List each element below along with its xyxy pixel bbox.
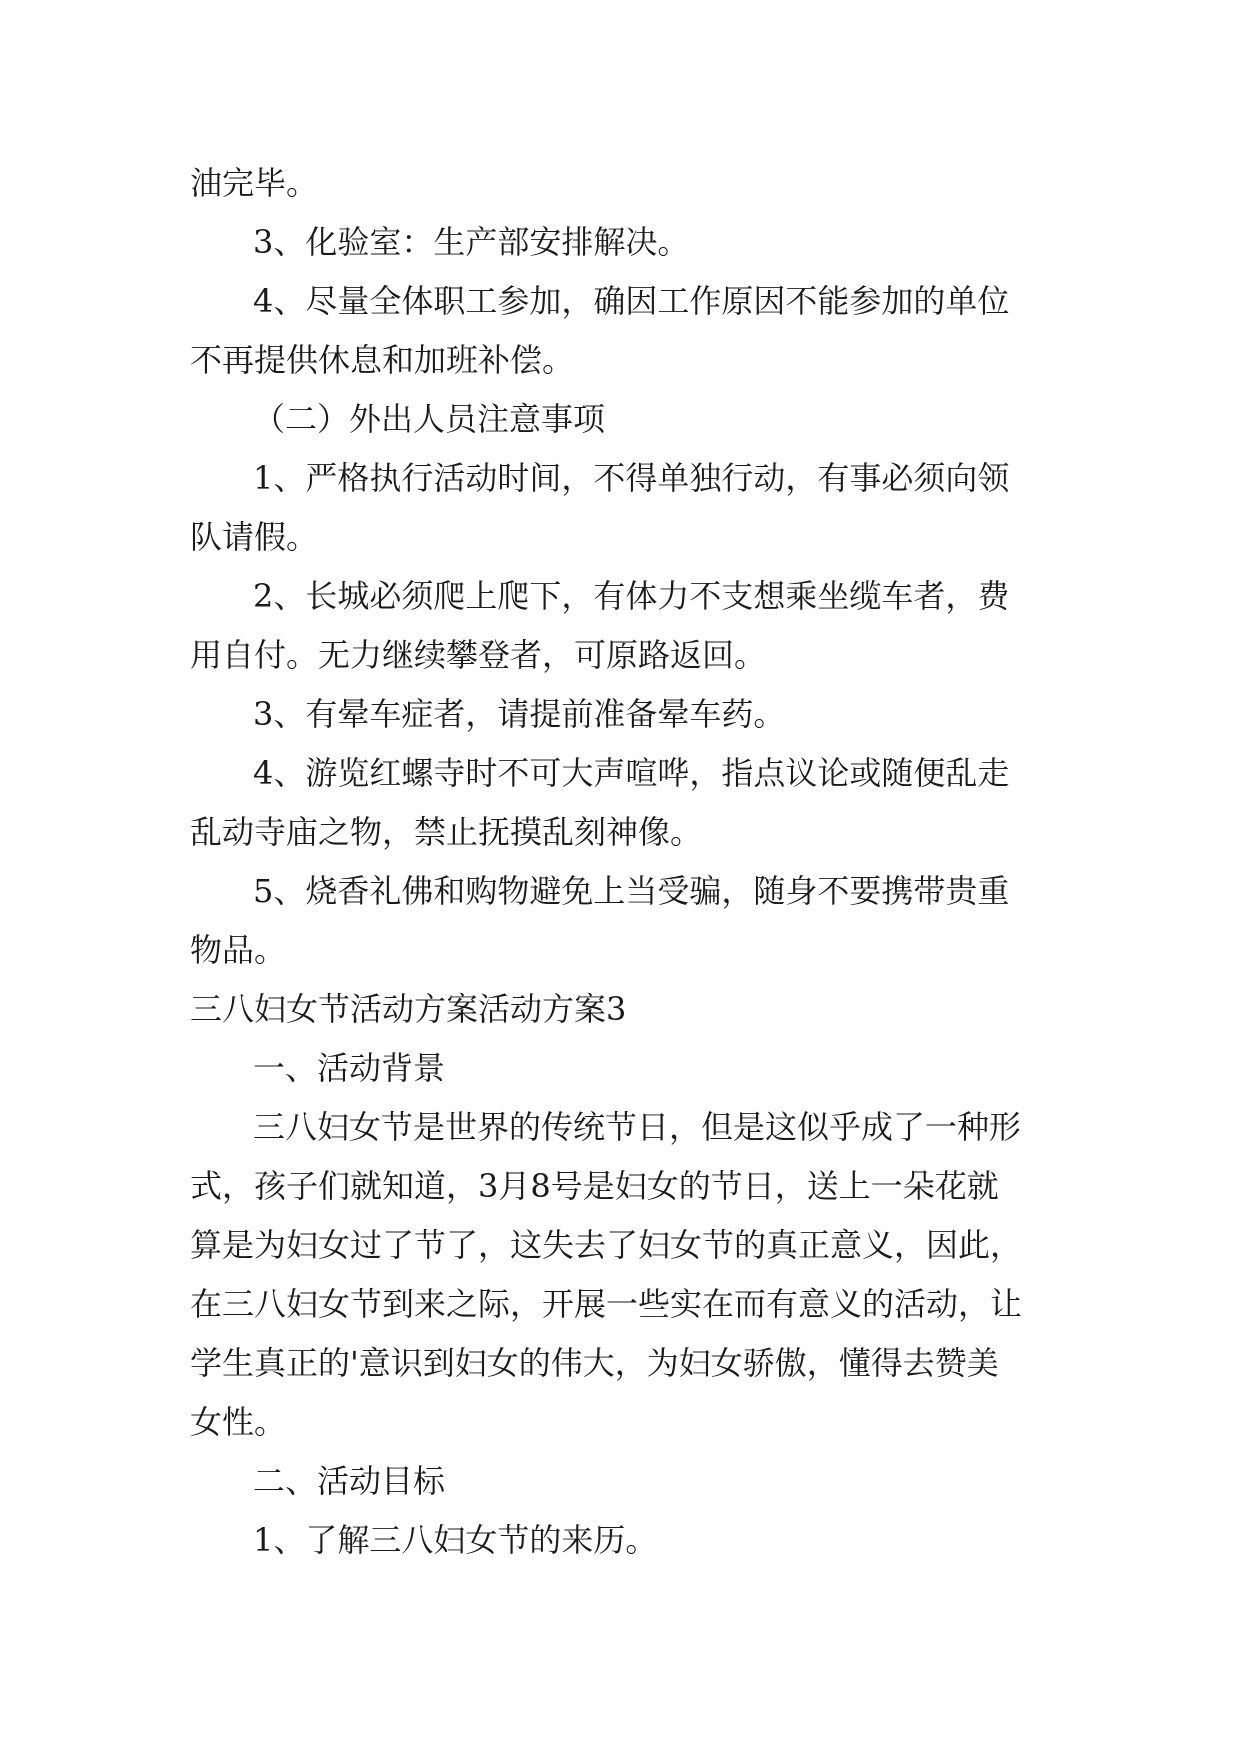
text-line: 1、严格执行活动时间，不得单独行动，有事必须向领: [253, 459, 1010, 497]
text-line: 队请假。: [190, 518, 319, 556]
text-line: 1、了解三八妇女节的来历。: [253, 1521, 658, 1559]
text-line: 5、烧香礼佛和购物避免上当受骗，随身不要携带贵重: [253, 872, 1010, 910]
section-heading: （二）外出人员注意事项: [253, 400, 606, 438]
document-title: 三八妇女节活动方案活动方案3: [190, 990, 627, 1028]
text-line: 用自付。无力继续攀登者，可原路返回。: [190, 636, 767, 674]
text-line: 女性。: [190, 1403, 287, 1441]
text-line: 式，孩子们就知道，3月8号是妇女的节日，送上一朵花就: [190, 1167, 999, 1205]
text-line: 4、游览红螺寺时不可大声喧哗，指点议论或随便乱走: [253, 754, 1010, 792]
text-line: 3、化验室：生产部安排解决。: [253, 223, 690, 261]
text-line: 在三八妇女节到来之际，开展一些实在而有意义的活动，让: [190, 1285, 1023, 1323]
text-line: 2、长城必须爬上爬下，有体力不支想乘坐缆车者，费: [253, 577, 1010, 615]
section-heading: 一、活动背景: [253, 1049, 446, 1087]
text-line: 物品。: [190, 931, 287, 969]
text-line: 不再提供休息和加班补偿。: [190, 341, 575, 379]
text-line: 4、尽量全体职工参加，确因工作原因不能参加的单位: [253, 282, 1010, 320]
text-line: 算是为妇女过了节了，这失去了妇女节的真正意义，因此，: [190, 1226, 1023, 1264]
section-heading: 二、活动目标: [253, 1462, 446, 1500]
text-line: 油完毕。: [190, 164, 319, 202]
text-line: 3、有晕车症者，请提前准备晕车药。: [253, 695, 786, 733]
text-line: 学生真正的'意识到妇女的伟大，为妇女骄傲，懂得去赞美: [190, 1344, 999, 1382]
text-line: 乱动寺庙之物，禁止抚摸乱刻神像。: [190, 813, 703, 851]
text-line: 三八妇女节是世界的传统节日，但是这似乎成了一种形: [253, 1108, 1022, 1146]
